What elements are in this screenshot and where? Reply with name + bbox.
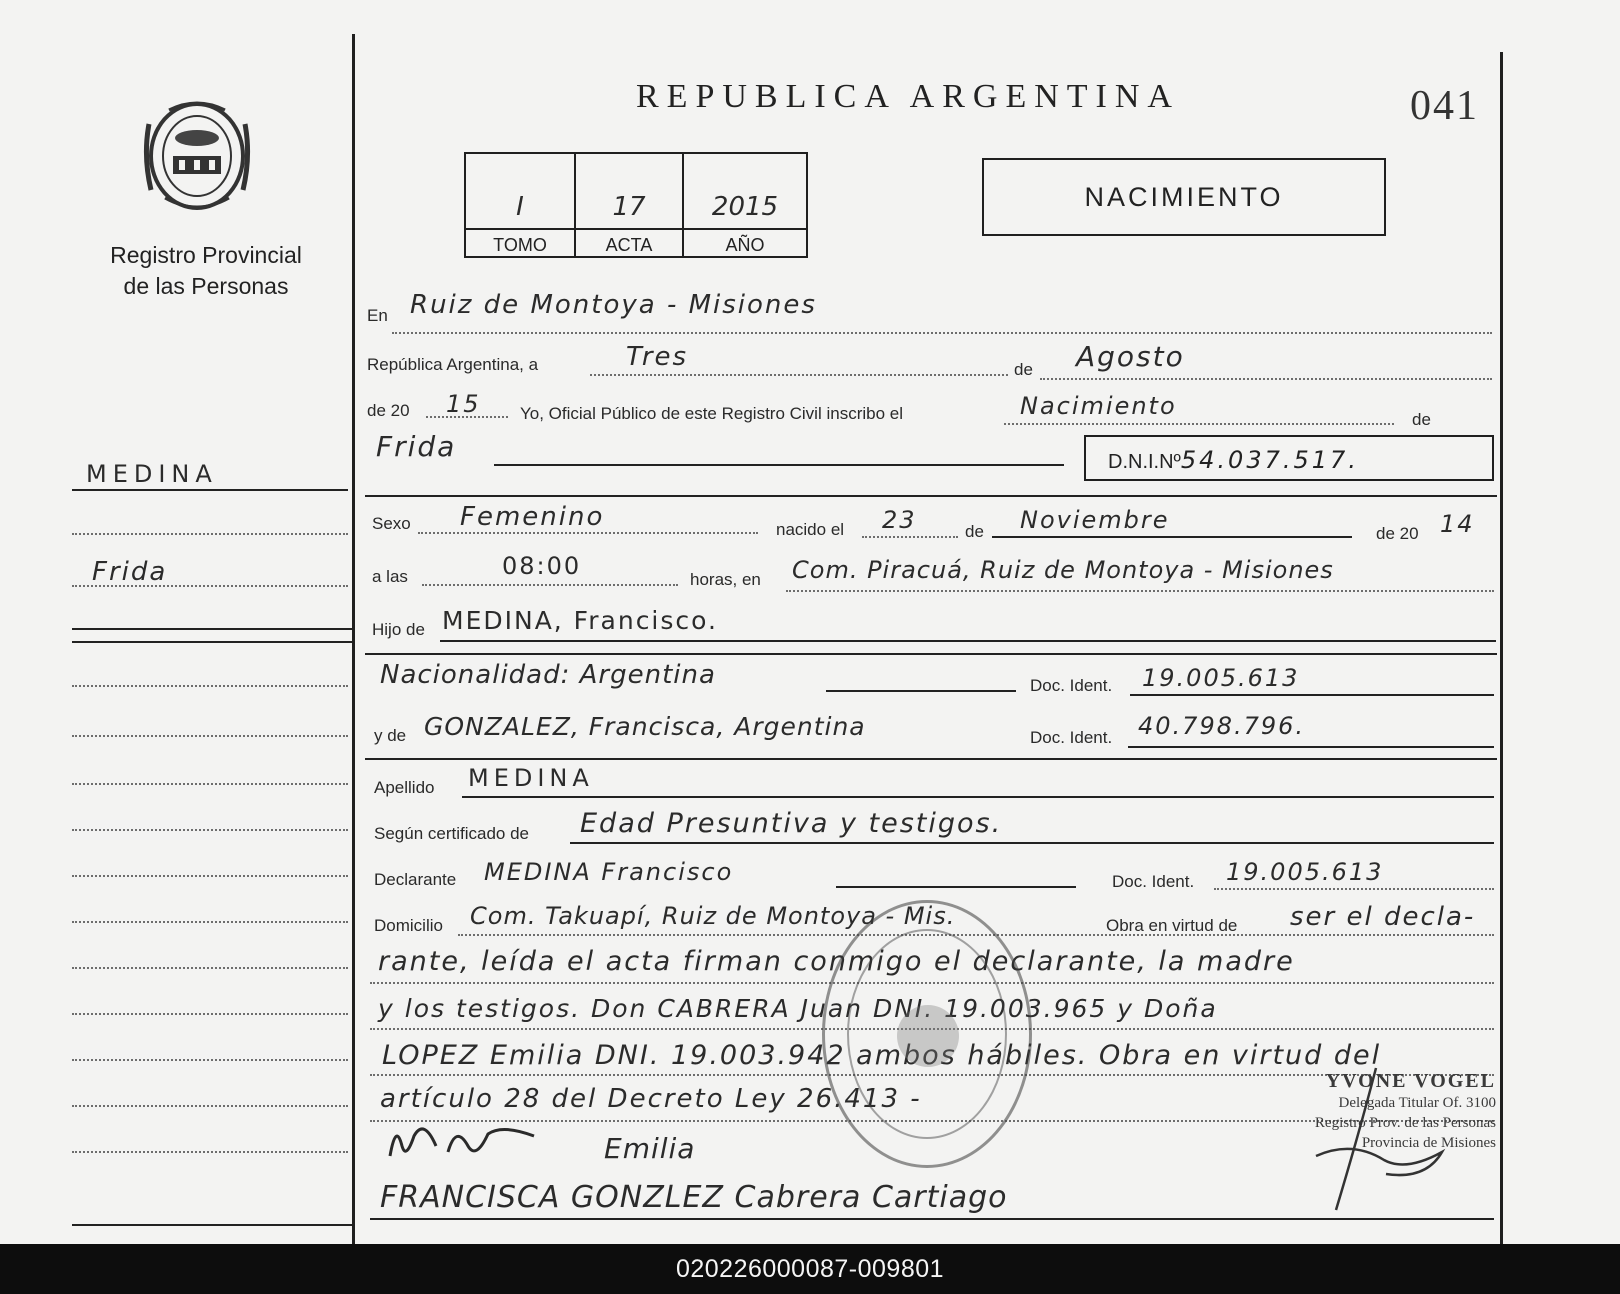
document-id: 020226000087-009801	[675, 1255, 945, 1283]
signature-line-2: FRANCISCA GONZLEZ Cabrera Cartiago	[380, 1180, 1008, 1215]
certificado-value: Edad Presuntiva y testigos.	[580, 808, 1003, 839]
margin-dotted-line	[72, 783, 348, 785]
margin-dotted-line	[72, 921, 348, 923]
margin-dotted-line	[72, 1059, 348, 1061]
father-nationality-line	[826, 690, 1016, 692]
child-name: Frida	[376, 430, 457, 463]
tomo-cell	[466, 154, 576, 258]
declarante-label: Declarante	[374, 870, 457, 889]
obra-label: Obra en virtud de	[1106, 916, 1238, 935]
section-rule	[365, 758, 1497, 760]
stamp-emblem	[897, 1005, 959, 1067]
remarks-line-2: y los testigos. Don CABRERA Juan DNI. 19.003.965 y Doña	[378, 994, 1218, 1023]
apellido-line	[462, 796, 1494, 798]
margin-surname-line	[72, 489, 348, 491]
margin-dotted-line	[72, 533, 348, 535]
right-page-border	[1500, 52, 1503, 1244]
folio-number: 041	[1410, 83, 1479, 129]
anio-cell	[684, 154, 806, 258]
month-word: Agosto	[1076, 340, 1185, 373]
day-word: Tres	[626, 342, 689, 372]
declarante-value: MEDINA Francisco	[484, 858, 734, 886]
officer-name: YVONE VOGEL	[1325, 1070, 1496, 1092]
officer-signature	[1256, 1060, 1456, 1220]
year-prefix-label: de 20	[367, 401, 410, 420]
domicilio-label: Domicilio	[374, 916, 443, 935]
day-line	[590, 374, 1008, 376]
margin-dotted-line	[72, 1013, 348, 1015]
birth-de-label: de	[965, 522, 984, 541]
act-type-box: NACIMIENTO	[982, 158, 1386, 236]
signature-line-1: Emilia	[604, 1132, 696, 1165]
father-name: MEDINA, Francisco.	[442, 606, 718, 635]
margin-dotted-line	[72, 967, 348, 969]
remarks-line-4: artículo 28 del Decreto Ley 26.413 -	[380, 1084, 922, 1114]
father-doc-line	[1130, 694, 1494, 696]
mother-doc-line	[1128, 746, 1494, 748]
tomo-label: TOMO	[466, 228, 574, 260]
birth-place-line	[786, 590, 1494, 592]
alas-label: a las	[372, 567, 408, 586]
father-name-line	[440, 640, 1496, 642]
margin-dotted-line	[72, 875, 348, 877]
father-doc-label: Doc. Ident.	[1030, 676, 1113, 695]
margin-rule	[72, 641, 352, 643]
acta-label: ACTA	[576, 228, 682, 260]
margin-rule	[72, 1224, 352, 1226]
margin-dotted-line	[72, 829, 348, 831]
country-heading: REPUBLICA ARGENTINA	[636, 78, 1180, 115]
officer-title-1: Delegada Titular Of. 3100	[1338, 1095, 1496, 1111]
birth-year-suffix: 14	[1440, 510, 1475, 538]
anio-value: 2015	[711, 192, 779, 222]
officer-title-3: Provincia de Misiones	[1361, 1135, 1496, 1151]
certificado-line	[570, 842, 1494, 844]
officer-title-2: Registro Prov. de las Personas	[1314, 1115, 1496, 1131]
month-de-label: de	[1014, 360, 1033, 379]
horas-label: horas, en	[690, 570, 761, 589]
registry-office-line1: Registro Provincial	[110, 242, 302, 268]
margin-dotted-line	[72, 1151, 348, 1153]
father-doc: 19.005.613	[1142, 664, 1300, 692]
place-value: Ruiz de Montoya - Misiones	[410, 290, 817, 320]
month-line	[1040, 378, 1492, 380]
hijo-label: Hijo de	[372, 620, 425, 639]
birth-place: Com. Piracuá, Ruiz de Montoya - Misiones	[792, 556, 1334, 584]
margin-given-name: Frida	[92, 557, 168, 587]
acta-cell	[576, 154, 684, 258]
declarante-doc-label: Doc. Ident.	[1112, 872, 1195, 891]
margin-dotted-line	[72, 585, 348, 587]
anio-label: AÑO	[684, 228, 806, 260]
witness-signature-1	[384, 1116, 554, 1166]
mother-label: y de	[374, 726, 407, 745]
segun-label: Según certificado de	[374, 824, 529, 843]
republica-label: República Argentina, a	[367, 355, 539, 374]
margin-dotted-line	[72, 1105, 348, 1107]
margin-dotted-line	[72, 735, 348, 737]
father-nationality: Nacionalidad: Argentina	[380, 660, 716, 690]
domicilio-value: Com. Takuapí, Ruiz de Montoya - Mis.	[470, 902, 956, 930]
sexo-value: Femenino	[460, 502, 605, 532]
dni-box	[1084, 435, 1494, 481]
child-name-line	[494, 464, 1064, 466]
official-round-stamp	[822, 900, 1032, 1168]
record-number-box	[464, 152, 808, 258]
birth-time-line	[422, 584, 678, 586]
registry-office-line2: de las Personas	[123, 273, 289, 299]
birth-day-line	[862, 536, 958, 538]
oficial-text: Yo, Oficial Público de este Registro Civil inscribo el	[520, 404, 903, 423]
birth-day: 23	[882, 506, 917, 534]
tomo-value: I	[516, 192, 524, 222]
sexo-label: Sexo	[372, 514, 411, 533]
declarante-doc: 19.005.613	[1226, 858, 1384, 886]
remarks-line-1: rante, leída el acta firman conmigo el declarante, la madre	[378, 946, 1295, 977]
birth-time: 08:00	[502, 552, 582, 580]
year-line	[426, 416, 508, 418]
declarante-line	[836, 886, 1076, 888]
mother-name: GONZALEZ, Francisca, Argentina	[424, 712, 866, 741]
dni-value: 54.037.517.	[1180, 446, 1359, 474]
dni-label: D.N.I.Nº	[1108, 451, 1181, 473]
registry-seal-logo	[139, 94, 255, 218]
act-de-label: de	[1412, 410, 1431, 429]
margin-rule	[72, 628, 352, 630]
declarante-doc-line	[1214, 888, 1494, 890]
obra-value: ser el decla-	[1290, 902, 1476, 932]
remarks-line-3: LOPEZ Emilia DNI. 19.003.942 ambos hábiles. Obra en virtud del	[382, 1040, 1382, 1071]
acta-value: 17	[612, 192, 646, 222]
year-suffix: 15	[446, 390, 481, 418]
nacido-label: nacido el	[776, 520, 845, 539]
section-rule	[365, 653, 1497, 655]
birth-year-prefix: de 20	[1376, 524, 1419, 543]
apellido-value: MEDINA	[468, 764, 594, 792]
document-id-bar	[0, 1244, 1620, 1294]
section-rule	[365, 495, 1497, 497]
birth-month: Noviembre	[1020, 506, 1170, 534]
margin-surname: MEDINA	[86, 460, 218, 488]
act-word-line	[1004, 423, 1394, 425]
left-column-divider	[352, 34, 355, 1244]
place-line	[392, 332, 1492, 334]
act-word: Nacimiento	[1020, 392, 1177, 420]
margin-dotted-line	[72, 685, 348, 687]
mother-doc-label: Doc. Ident.	[1030, 728, 1113, 747]
apellido-label: Apellido	[374, 778, 435, 797]
en-label: En	[367, 306, 388, 325]
sexo-line	[418, 532, 758, 534]
registry-office-name	[76, 240, 336, 302]
birth-month-line	[992, 536, 1352, 538]
mother-doc: 40.798.796.	[1138, 712, 1306, 740]
